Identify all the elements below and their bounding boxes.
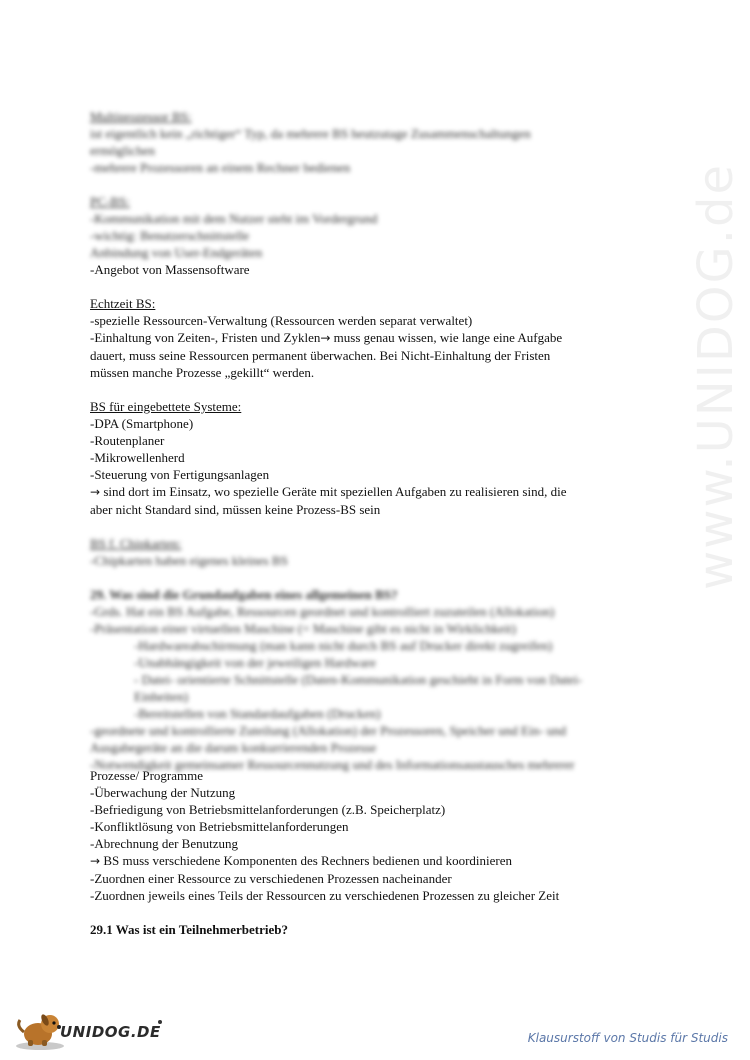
text-span: muss genau wissen, wie lange eine Aufgabe — [330, 330, 563, 345]
section-eingebettete-systeme — [90, 398, 690, 518]
section-pc-bs — [90, 193, 690, 278]
text-line: aber nicht Standard sind, müssen keine Prozess-BS sein — [90, 502, 381, 517]
text-line: -Bereitstellen von Standardaufgaben (Drucken) — [134, 706, 381, 721]
text-line: müssen manche Prozesse „gekillt“ werden. — [90, 365, 315, 380]
text-line — [90, 483, 690, 501]
text-line: -Hardwareabschirmung (man kann nicht durch BS auf Drucker direkt zugreifen) — [134, 638, 553, 653]
text-line: -Kommunikation mit dem Nutzer steht im Vordergrund — [90, 211, 378, 226]
text-line: Anbindung von User-Endgeräten — [90, 245, 263, 260]
footer-tagline: Klausurstoff von Studis für Studis — [527, 1031, 728, 1045]
text-line: Ausgabegeräte an die darum konkurrierenden Prozesse — [90, 740, 377, 755]
footer-logo-text: UNIDOG.DE — [60, 1023, 161, 1041]
section-heading: PC-BS: — [90, 194, 130, 209]
arrow-icon: → — [320, 331, 331, 345]
watermark: www.UNIDOG.de — [688, 162, 744, 590]
text-line — [90, 329, 690, 347]
text-line: Einheiten) — [134, 689, 189, 704]
text-line: -spezielle Ressourcen-Verwaltung (Ressourcen werden separat verwaltet) — [90, 313, 473, 328]
text-line: ist eigentlich kein „richtiger“ Typ, da mehrere BS heutzutage Zusammenschaltungen — [90, 126, 531, 141]
text-line: -Mikrowellenherd — [90, 450, 185, 465]
section-multiprozessor-bs — [90, 108, 690, 176]
arrow-icon: → — [90, 485, 101, 499]
text-span: -Einhaltung von Zeiten-, Fristen und Zyklen — [90, 330, 321, 345]
text-line: -Präsentation einer virtuellen Maschine (= Maschine gibt es nicht in Wirklichkeit) — [90, 621, 517, 636]
text-span: BS muss verschiedene Komponenten des Rechners bedienen und koordinieren — [100, 853, 512, 868]
section-heading: BS f. Chipkarten: — [90, 536, 182, 551]
text-line: -Grds. Hat ein BS Aufgabe, Ressourcen geordnet und kontrolliert zuzuteilen (Allokation) — [90, 604, 555, 619]
text-line: dauert, muss seine Ressourcen permanent überwachen. Bei Nicht-Einhaltung der Fristen — [90, 348, 551, 363]
section-heading: 29.1 Was ist ein Teilnehmerbetrieb? — [90, 922, 289, 937]
text-line: -DPA (Smartphone) — [90, 416, 194, 431]
text-line: -mehrere Prozessoren an einem Rechner bedienen — [90, 160, 351, 175]
text-line: -Konfliktlösung von Betriebsmittelanforderungen — [90, 819, 349, 834]
text-line: -Befriedigung von Betriebsmittelanforderungen (z.B. Speicherplatz) — [90, 802, 446, 817]
section-heading: BS für eingebettete Systeme: — [90, 399, 242, 414]
text-span: sind dort im Einsatz, wo spezielle Geräte mit speziellen Aufgaben zu realisieren sind, die — [100, 484, 567, 499]
text-line: Prozesse/ Programme — [90, 768, 204, 783]
section-heading: Multiprozessor BS: — [90, 109, 192, 124]
text-line: -Unabhängigkeit von der jeweiligen Hardware — [134, 655, 376, 670]
text-line: -Zuordnen einer Ressource zu verschiedenen Prozessen nacheinander — [90, 871, 452, 886]
section-heading: Echtzeit BS: — [90, 296, 156, 311]
text-line: -geordnete und kontrollierte Zuteilung (Allokation) der Prozessoren, Speicher und Ein- und — [90, 723, 567, 738]
text-line: -wichtig: Benutzerschnittstelle — [90, 228, 250, 243]
document-body — [90, 108, 690, 938]
text-line: -Chipkarten haben eigenes kleines BS — [90, 553, 288, 568]
section-heading: 29. Was sind die Grundaufgaben eines allgemeinen BS? — [90, 587, 398, 602]
text-line: -Überwachung der Nutzung — [90, 785, 236, 800]
text-line: -Angebot von Massensoftware — [90, 262, 250, 277]
text-line: -Steuerung von Fertigungsanlagen — [90, 467, 270, 482]
arrow-icon: → — [90, 854, 101, 868]
section-echtzeit-bs — [90, 295, 690, 381]
text-line: -Routenplaner — [90, 433, 165, 448]
section-chipkarten — [90, 535, 690, 569]
text-line: -Zuordnen jeweils eines Teils der Ressourcen zu verschiedenen Prozessen zu gleicher Zeit — [90, 888, 560, 903]
text-line: - Datei- orientierte Schnittstelle (Daten-Kommunikation geschieht in Form von Datei- — [134, 672, 583, 687]
section-grundaufgaben — [90, 586, 690, 904]
text-line — [90, 852, 690, 870]
text-line: -Abrechnung der Benutzung — [90, 836, 239, 851]
text-line: ermöglichen — [90, 143, 155, 158]
section-teilnehmerbetrieb — [90, 921, 690, 938]
text-line: -Notwendigkeit gemeinsamer Ressourcennutzung und des Informationsaustausches mehrerer — [90, 757, 575, 772]
